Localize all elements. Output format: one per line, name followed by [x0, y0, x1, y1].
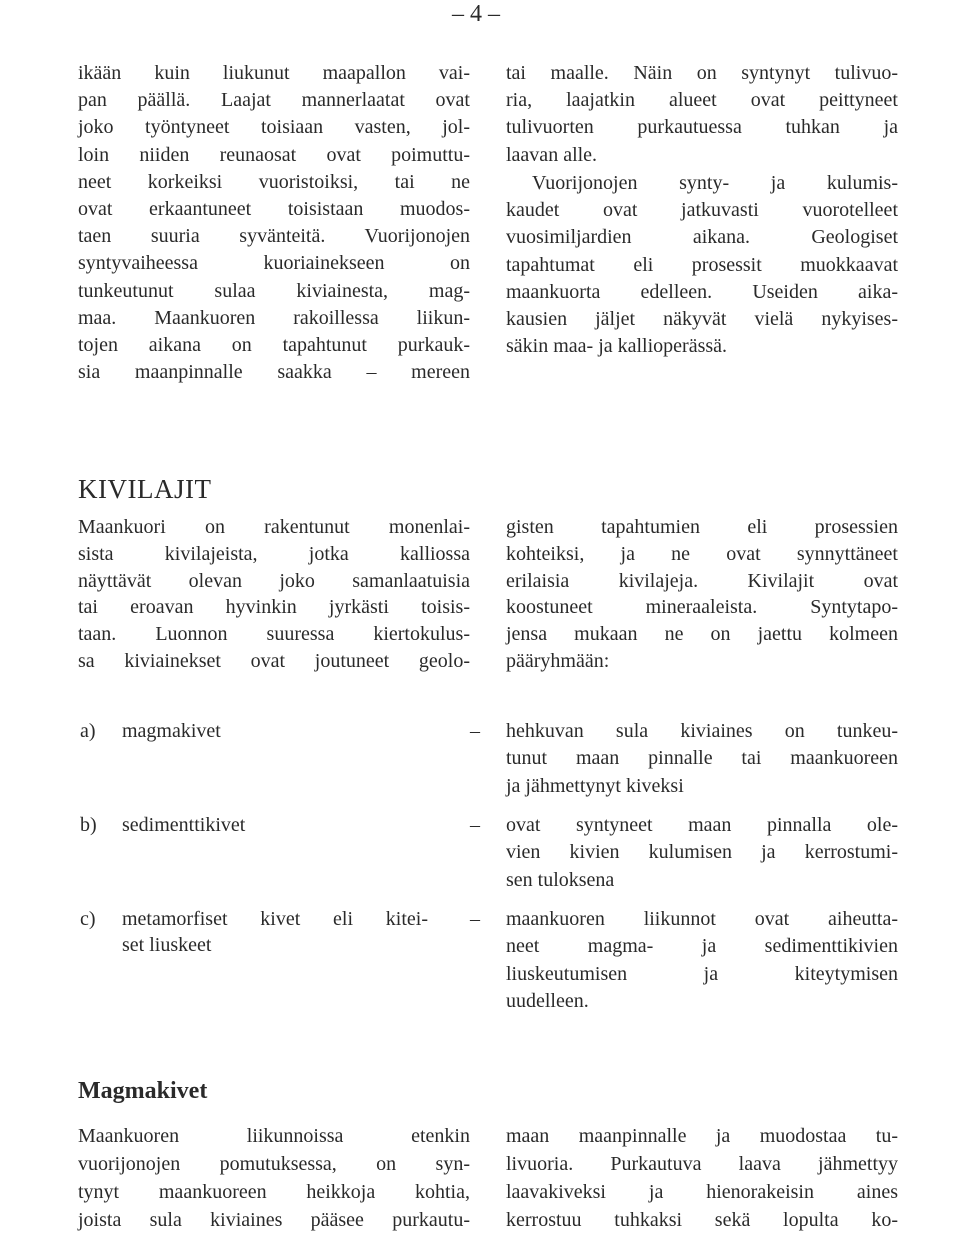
- text-line: pääryhmään:: [506, 649, 610, 672]
- text-line: liuskeutumisen ja kiteytymisen: [506, 962, 898, 985]
- text-line: maan maanpinnalle ja muodostaa tu-: [506, 1125, 898, 1147]
- text-line: vuorijonojen pomutuksessa, on syn-: [78, 1153, 470, 1175]
- text-line: kohteiksi, ja ne ovat synnyttäneet: [506, 542, 898, 565]
- text-line: gisten tapahtumien eli prosessien: [506, 516, 898, 538]
- text-line: Vuorijonojen synty- ja kulumis-: [532, 172, 898, 194]
- list-label: a): [80, 720, 96, 742]
- text-line: maa. Maankuoren rakoillessa liikun-: [78, 306, 470, 329]
- text-line: metamorfiset kivet eli kitei-: [122, 908, 428, 930]
- text-line: tulivuorten purkautuessa tuhkan ja: [506, 116, 898, 139]
- text-line: tapahtumat eli prosessit muokkaavat: [506, 253, 898, 276]
- text-line: ikään kuin liukunut maapallon vai-: [78, 62, 470, 84]
- text-line: set liuskeet: [122, 934, 212, 956]
- text-line: joista sula kiviaines pääsee purkautu-: [78, 1209, 470, 1231]
- text-line: ria, laajatkin alueet ovat peittyneet: [506, 89, 898, 112]
- rock-type-description: [506, 906, 898, 1016]
- text-line: ja jähmettynyt kiveksi: [506, 774, 684, 797]
- text-line: Maankuoren liikunnoissa etenkin: [78, 1125, 470, 1147]
- text-line: ovat syntyneet maan pinnalla ole-: [506, 814, 898, 836]
- list-dash: –: [470, 720, 480, 742]
- text-line: magmakivet: [122, 720, 221, 742]
- intro-right-paragraph-2: [506, 170, 898, 360]
- list-label: b): [80, 814, 97, 836]
- text-line: Maankuori on rakentunut monenlai-: [78, 516, 470, 538]
- text-line: sedimenttikivet: [122, 814, 246, 836]
- text-line: tunut maan pinnalle tai maankuoreen: [506, 747, 898, 770]
- text-line: vuosimiljardien aikana. Geologiset: [506, 226, 898, 249]
- subsection-left-column: [78, 1122, 470, 1234]
- intro-left-column: [78, 60, 470, 386]
- text-line: livuoria. Purkautuva laava jähmettyy: [506, 1153, 898, 1175]
- text-line: sia maanpinnalle saakka – mereen: [78, 361, 470, 384]
- text-line: erilaisia kivilajeja. Kivilajit ovat: [506, 569, 898, 592]
- text-line: sista kivilajeista, jotka kalliossa: [78, 542, 470, 565]
- text-line: sa kiviainekset ovat joutuneet geolo-: [78, 649, 470, 672]
- rock-type-name: [122, 812, 432, 838]
- text-line: pan päällä. Laajat mannerlaatat ovat: [78, 89, 470, 112]
- text-line: kaudet ovat jatkuvasti vuorotelleet: [506, 199, 898, 222]
- rock-type-description: [506, 812, 898, 894]
- text-line: koostuneet mineraaleista. Syntytapo-: [506, 596, 898, 619]
- rock-type-description: [506, 718, 898, 800]
- text-line: näyttävät olevan joko samanlaatuisia: [78, 569, 470, 592]
- section-right-column: [506, 514, 898, 675]
- text-line: kausien jäljet näkyvät vielä nykyises-: [506, 308, 898, 331]
- text-line: maankuoren liikunnot ovat aiheutta-: [506, 908, 898, 930]
- text-line: kerrostuu tuhkaksi sekä lopulta ko-: [506, 1209, 898, 1231]
- text-line: laavan alle.: [506, 143, 598, 166]
- rock-type-name: [122, 718, 432, 744]
- text-line: maankuorta edelleen. Useiden aika-: [506, 280, 898, 303]
- text-line: loin niiden reunaosat ovat poimuttu-: [78, 143, 470, 166]
- text-line: taan. Luonnon suuressa kiertokulus-: [78, 623, 470, 646]
- subsection-heading: Magmakivet: [78, 1078, 208, 1104]
- text-line: säkin maa- ja kallioperässä.: [506, 335, 728, 358]
- intro-right-paragraph-1: [506, 60, 898, 169]
- text-line: neet korkeiksi vuoristoiksi, tai ne: [78, 170, 470, 193]
- text-line: syntyvaiheessa kuoriainekseen on: [78, 252, 470, 275]
- text-line: taen suuria syvänteitä. Vuorijonojen: [78, 225, 470, 248]
- section-left-column: [78, 514, 470, 675]
- text-line: jensa mukaan ne on jaettu kolmeen: [506, 623, 898, 646]
- text-line: ovat erkaantuneet toisistaan muodos-: [78, 198, 470, 221]
- section-heading: KIVILAJIT: [78, 474, 212, 504]
- text-line: sen tuloksena: [506, 868, 615, 891]
- list-dash: –: [470, 814, 480, 836]
- text-line: uudelleen.: [506, 990, 589, 1013]
- text-line: tai eroavan hyvinkin jyrkästi toisis-: [78, 596, 470, 619]
- text-line: tunkeutunut sulaa kiviainesta, mag-: [78, 279, 470, 302]
- text-line: hehkuvan sula kiviaines on tunkeu-: [506, 720, 898, 742]
- text-line: laavakiveksi ja hienorakeisin aines: [506, 1181, 898, 1203]
- text-line: vien kivien kulumisen ja kerrostumi-: [506, 841, 898, 864]
- subsection-right-column: [506, 1122, 898, 1234]
- text-line: tai maalle. Näin on syntynyt tulivuo-: [506, 62, 898, 84]
- list-dash: –: [470, 908, 480, 930]
- text-line: neet magma- ja sedimenttikivien: [506, 935, 898, 958]
- rock-type-name: [122, 906, 428, 958]
- page-number: – 4 –: [452, 1, 500, 27]
- list-label: c): [80, 908, 96, 930]
- text-line: tynyt maankuoreen heikkoja kohtia,: [78, 1181, 470, 1203]
- text-line: tojen aikana on tapahtunut purkauk-: [78, 334, 470, 357]
- text-line: joko työntyneet toisiaan vasten, jol-: [78, 116, 470, 139]
